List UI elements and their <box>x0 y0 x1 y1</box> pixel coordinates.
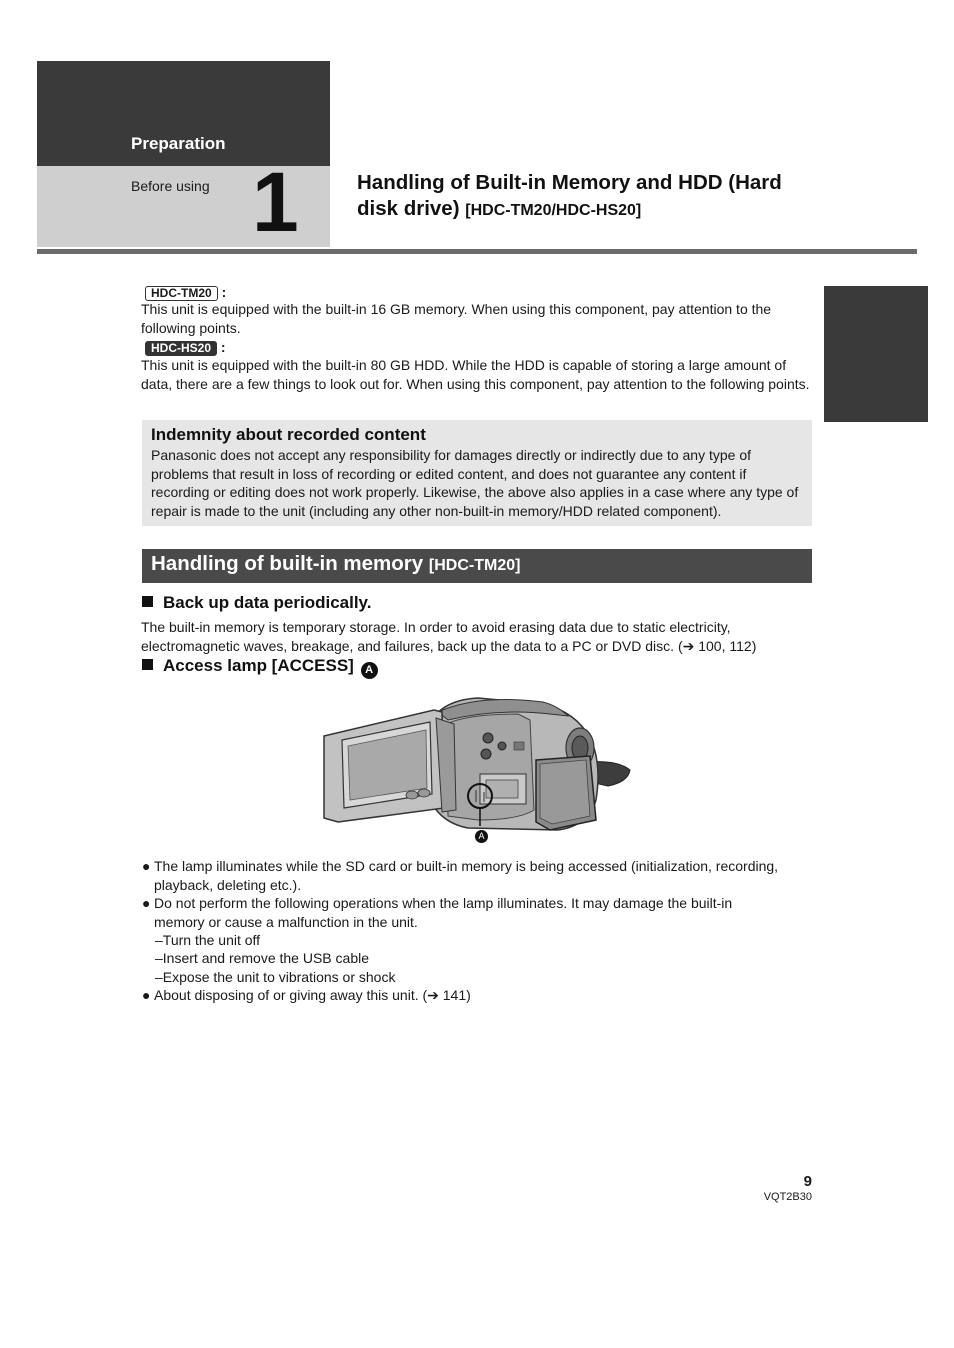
indemnity-title: Indemnity about recorded content <box>151 425 426 444</box>
indemnity-text: Panasonic does not accept any responsibility for damages directly or indirectly due to any type of problems that result in loss of recording or edited content, and does not guarantee any content if recording or editing does not work properly. Likewise, the above also applies in a case where any type of repair is made to the unit (including any other non-built-in memory/HDD related component). <box>151 447 799 519</box>
memory-section-heading <box>151 552 520 576</box>
document-code: VQT2B30 <box>763 1191 812 1203</box>
memory-heading-model: [HDC-TM20] <box>428 557 521 574</box>
callout-a-marker <box>473 824 488 843</box>
bullet-dot-icon: ● <box>142 895 151 911</box>
page-number: 9 <box>803 1173 812 1190</box>
backup-heading <box>142 593 371 613</box>
subsection-label: Before using <box>131 178 210 194</box>
bullet-3-text: About disposing of or giving away this unit. (➔ 141) <box>154 987 471 1003</box>
chapter-number: 1 <box>252 155 299 249</box>
hs20-colon: : <box>220 339 226 355</box>
bullet-2-line-2: memory or cause a malfunction in the unit. <box>154 913 418 930</box>
backup-text: The built-in memory is temporary storage. In order to avoid erasing data due to static electricity, electromagnetic waves, breakage, and failures, back up the data to a PC or DVD disc. (➔ 100, 112) <box>141 619 757 654</box>
dash-item: –Turn the unit off <box>155 932 261 948</box>
dash-item: –Expose the unit to vibrations or shock <box>155 969 396 985</box>
page-heading-models: [HDC-TM20/HDC-HS20] <box>465 202 642 219</box>
callout-a-icon: A <box>361 662 378 679</box>
bullet-dot-icon: ● <box>142 858 151 874</box>
bullet-item <box>142 857 814 894</box>
camcorder-illustration <box>318 690 636 840</box>
access-heading-text: Access lamp [ACCESS] <box>163 656 354 675</box>
square-bullet-icon <box>142 596 153 607</box>
dash-item: –Insert and remove the USB cable <box>155 950 370 966</box>
bullet-item <box>142 986 814 1005</box>
bullet-1-line-1: The lamp illuminates while the SD card or built-in memory is being accessed (initialization, recording, <box>154 858 779 874</box>
bullet-2-line-1: Do not perform the following operations when the lamp illuminates. It may damage the built-in <box>154 895 733 911</box>
page-heading-text: Handling of Built-in Memory and HDD (Hard disk drive) <box>357 171 782 220</box>
section-title: Preparation <box>131 134 226 153</box>
bullet-item <box>142 894 814 931</box>
side-tab <box>824 286 928 422</box>
tm20-label-row <box>145 284 226 301</box>
square-bullet-icon <box>142 659 153 670</box>
header-rule <box>37 249 917 254</box>
callout-a-icon: A <box>475 830 488 843</box>
bullet-1-line-2: playback, deleting etc.). <box>154 876 302 893</box>
access-heading <box>142 656 378 679</box>
bullet-dot-icon: ● <box>142 987 151 1003</box>
hs20-text: This unit is equipped with the built-in 80 GB HDD. While the HDD is capable of storing a large amount of data, there are a few things to look out for. When using this component, pay attention to the following points. <box>141 357 810 392</box>
hs20-badge: HDC-HS20 <box>145 341 217 356</box>
backup-heading-text: Back up data periodically. <box>163 593 372 612</box>
memory-heading-text: Handling of built-in memory <box>151 552 424 575</box>
tm20-colon: : <box>221 284 227 300</box>
tm20-text: This unit is equipped with the built-in 16 GB memory. When using this component, pay attention to the following points. <box>141 301 772 336</box>
hs20-label-row <box>145 339 226 356</box>
tm20-badge: HDC-TM20 <box>145 286 218 301</box>
page-heading <box>357 170 827 224</box>
